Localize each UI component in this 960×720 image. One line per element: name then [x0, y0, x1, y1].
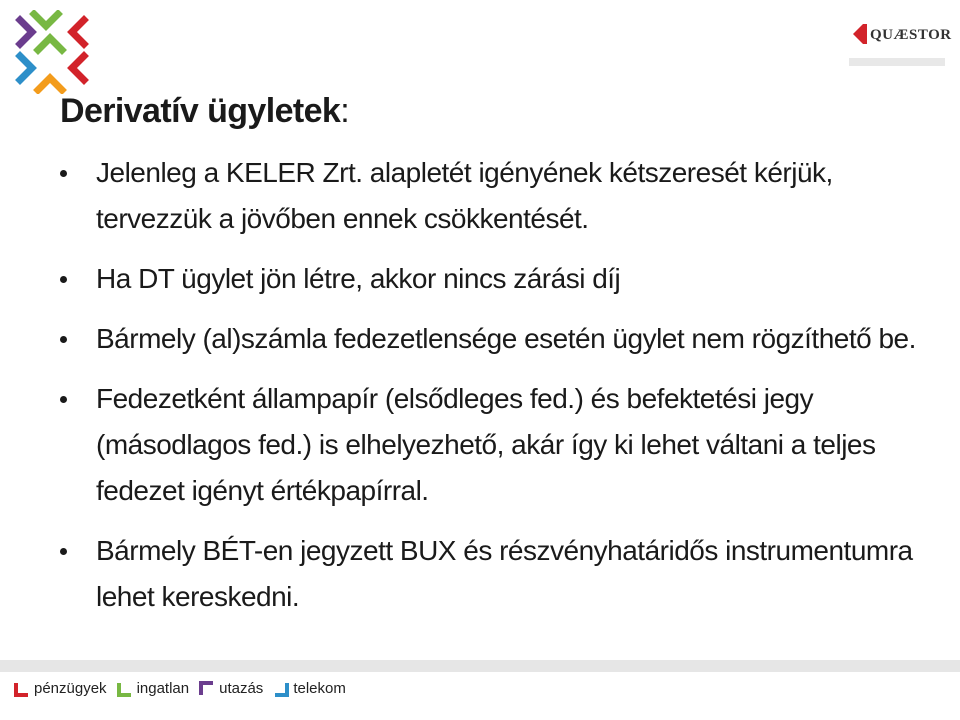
header-divider: [849, 58, 945, 66]
bullet-item: Jelenleg a KELER Zrt. alapletét igényének kétszeresét kérjük, tervezzük a jövőben ennek csökkentését.: [60, 150, 920, 242]
slide-title-text: Derivatív ügyletek: [60, 92, 341, 130]
footer-item-utazas: [199, 680, 263, 697]
green-corner-icon: [117, 681, 133, 697]
footer-bar: [0, 660, 960, 672]
footer-item-label: ingatlan: [136, 680, 190, 697]
brand-name: QUÆSTOR: [870, 27, 952, 43]
footer-item-label: utazás: [219, 680, 264, 697]
bullet-item: Ha DT ügylet jön létre, akkor nincs zárási díj: [60, 256, 920, 302]
red-corner-icon: [14, 681, 30, 697]
quaestor-burst-logo-icon: [12, 10, 92, 94]
slide-title-colon: :: [340, 92, 350, 130]
footer-item-penzugyek: [14, 680, 107, 697]
footer-item-telekom: [273, 680, 346, 697]
bullet-list: [60, 150, 920, 634]
bullet-item: Bármely BÉT-en jegyzett BUX és részvényhatáridős instrumentumra lehet kereskedni.: [60, 528, 920, 620]
footer-tagline: [14, 680, 352, 697]
footer-item-ingatlan: [117, 680, 190, 697]
footer-item-label: pénzügyek: [34, 680, 107, 697]
bullet-item: Bármely (al)számla fedezetlensége esetén ügylet nem rögzíthető be.: [60, 316, 920, 362]
slide-title: [60, 92, 349, 131]
footer-item-label: telekom: [293, 680, 346, 697]
blue-corner-icon: [273, 681, 289, 697]
bullet-item: Fedezetként állampapír (elsődleges fed.) és befektetési jegy (másodlagos fed.) is elhelyezhető, akár így ki lehet váltani a teljes fedezet igényt értékpapírral.: [60, 376, 920, 514]
purple-corner-icon: [199, 681, 215, 697]
